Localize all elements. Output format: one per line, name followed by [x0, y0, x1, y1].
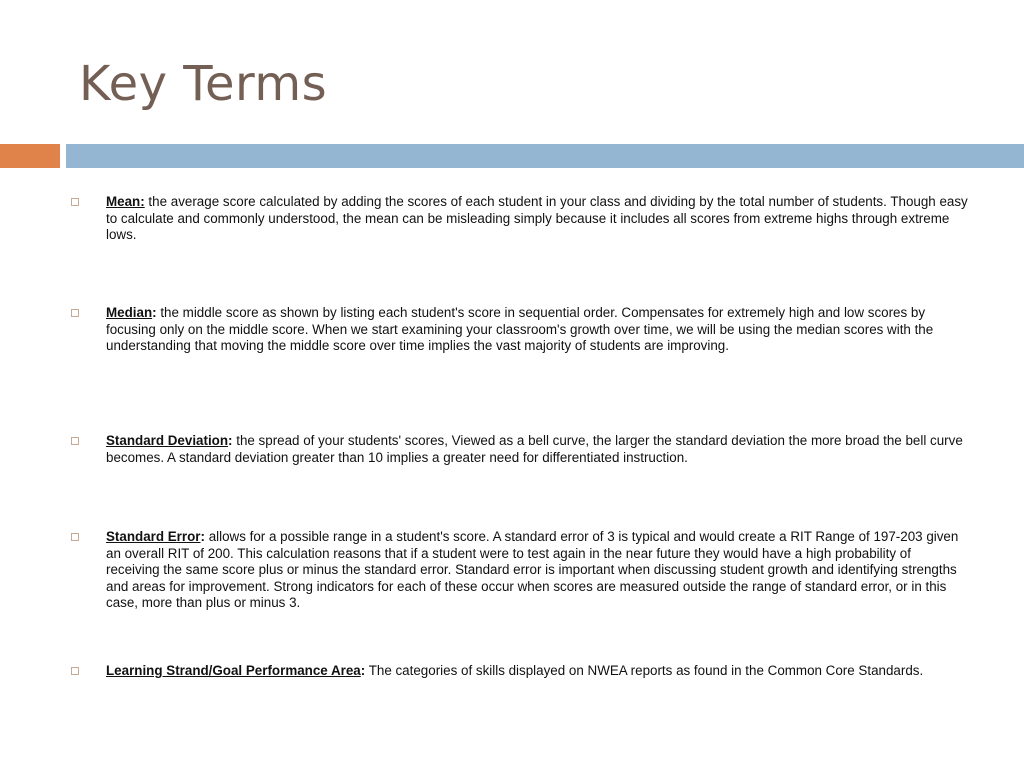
term-label: Standard Error: [106, 529, 201, 544]
term-label: Mean:: [106, 194, 145, 209]
term-colon: :: [228, 433, 233, 448]
term-colon: :: [360, 663, 366, 678]
term-definition: allows for a possible range in a student's score. A standard error of 3 is typical and would create a RIT Range of 197-203 given an overall RIT of 200. This calculation reasons that if a student were to test again in the near future they would have a high probability of receiving the same score plus or minus the standard error. Standard error is important when discussing student growth and identifying strengths and areas for improvement. Strong indicators for each of these occur when scores are measured outside the range of standard error, or in this case, more than plus or minus 3.: [106, 529, 959, 611]
square-bullet-icon: [71, 437, 79, 445]
accent-bar-blue: [66, 144, 1024, 168]
accent-bar-orange: [0, 144, 60, 168]
term-definition: the spread of your students' scores, Viewed as a bell curve, the larger the standard deviation the more broad the bell curve becomes. A standard deviation greater than 10 implies a greater need for differentiated instruction.: [106, 433, 963, 465]
term-body: [106, 194, 968, 244]
term-body: [106, 663, 968, 680]
term-body: [106, 305, 968, 355]
square-bullet-icon: [71, 667, 79, 675]
term-definition: the average score calculated by adding the scores of each student in your class and dividing by the total number of students. Though easy to calculate and commonly understood, the mean can be misleading simply because it includes all scores from extreme highs through extreme lows.: [106, 194, 968, 243]
term-body: [106, 529, 968, 612]
slide-title: Key Terms: [79, 56, 328, 112]
term-label: Standard Deviation: [106, 433, 229, 448]
term-definition: the middle score as shown by listing each student's score in sequential order. Compensates for extremely high and low scores by focusing only on the middle score. When we start examining your classroom's growth over time, we will be using the median scores with the understanding that moving the middle score over time implies the vast majority of students are improving.: [106, 305, 934, 354]
term-definition: The categories of skills displayed on NWEA reports as found in the Common Core Standards.: [365, 663, 924, 678]
term-colon: :: [200, 529, 205, 544]
square-bullet-icon: [71, 309, 79, 317]
term-body: [106, 433, 968, 466]
square-bullet-icon: [71, 533, 79, 541]
square-bullet-icon: [71, 198, 79, 206]
term-label: Median: [106, 305, 153, 320]
term-colon: :: [152, 305, 157, 320]
term-label: Learning Strand/Goal Performance Area: [106, 663, 361, 678]
